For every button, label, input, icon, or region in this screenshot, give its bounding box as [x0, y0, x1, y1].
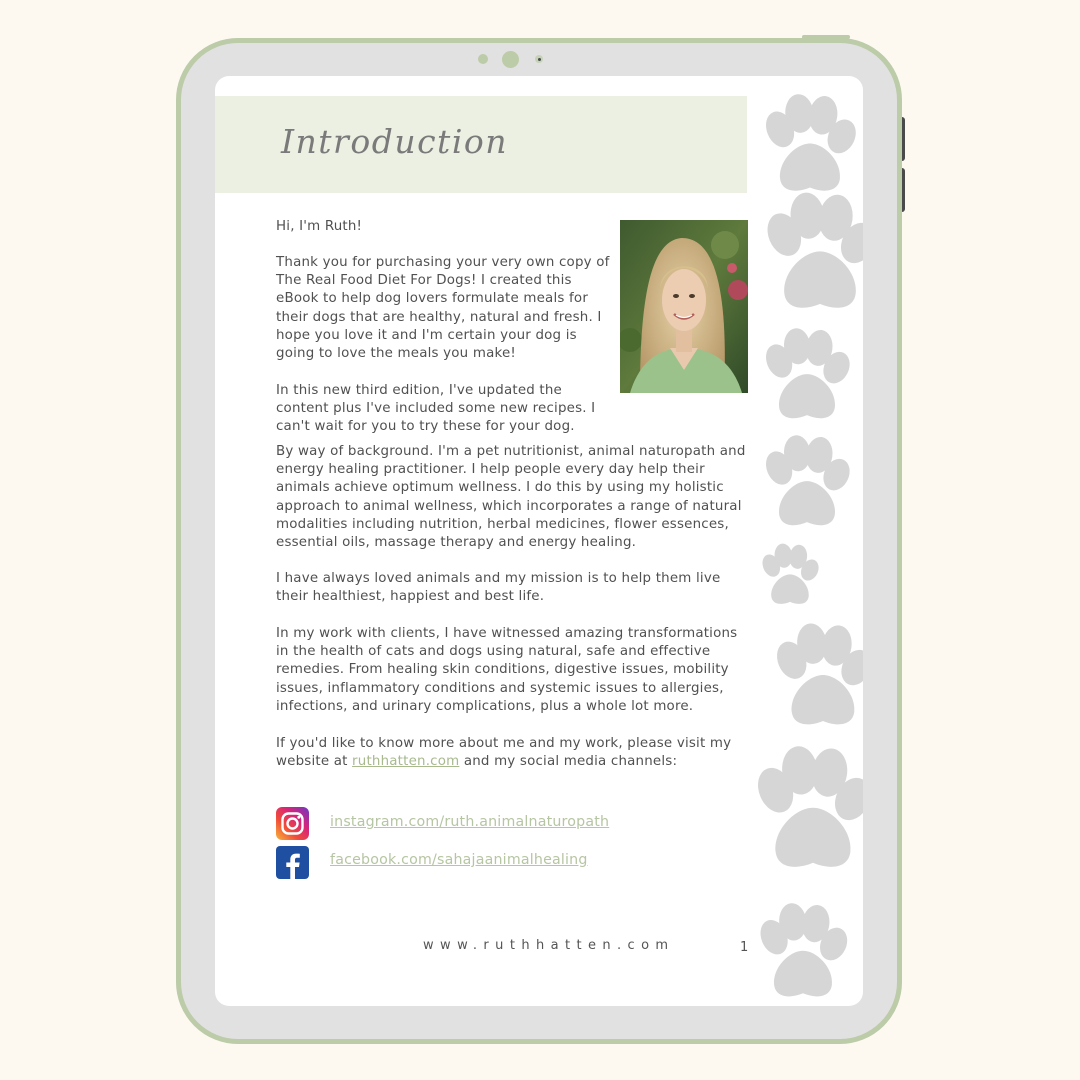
paragraph-clients: In my work with clients, I have witnessed amazing transformations in the health of cats and dogs using natural, safe and effective remedies. From healing skin conditions, digestive issues, mobility issues, inflammatory conditions and systemic issues to allergies, infections, and urinary complications, plus a whole lot more. [276, 626, 738, 714]
paragraph-background: By way of background. I'm a pet nutritionist, animal naturopath and energy healing practitioner. I help people every day help their animals achieve optimum wellness. I do this by using my holistic approach to animal wellness, which incorporates a range of natural modalities including nutrition, herbal medicines, flower essences, essential oils, massage therapy and energy healing. [276, 444, 746, 551]
footer-website: www.ruthhatten.com [423, 938, 675, 953]
facebook-icon[interactable] [276, 846, 309, 879]
paw-print-icon [772, 622, 863, 724]
paw-print-icon [761, 434, 854, 525]
paragraph-contact [276, 735, 751, 771]
sensor-dot [478, 54, 488, 64]
paragraph-thank-you: Thank you for purchasing your very own copy of The Real Food Diet For Dogs! I created this eBook to help dog lovers formulate meals for their dogs that are healthy, natural and fresh. I hope you love it and I'm certain your dog is going to love the meals you make! [276, 255, 610, 362]
paw-print-column [753, 76, 863, 1006]
instagram-link[interactable]: instagram.com/ruth.animalnaturopath [330, 814, 610, 830]
paw-print-icon [761, 191, 863, 308]
camera-dot [535, 55, 543, 63]
paw-print-icon [761, 93, 861, 191]
contact-text-before: If you'd like to know more about me and my work, please visit my website at [276, 736, 732, 770]
website-link[interactable]: ruthhatten.com [352, 754, 460, 770]
instagram-icon[interactable] [276, 807, 309, 840]
paragraph-mission: I have always loved animals and my mission is to help them live their healthiest, happiest and best life. [276, 571, 721, 605]
page-title: Introduction [281, 122, 508, 161]
contact-text-after: and my social media channels: [459, 754, 678, 770]
greeting: Hi, I'm Ruth! [276, 219, 363, 234]
paw-print-icon [756, 902, 853, 997]
author-photo [620, 220, 748, 393]
camera-lens [502, 51, 519, 68]
paw-print-icon [759, 543, 822, 604]
paw-print-icon [761, 327, 854, 418]
page-number: 1 [740, 940, 749, 955]
paw-print-icon [753, 744, 863, 866]
facebook-link[interactable]: facebook.com/sahajaanimalhealing [330, 852, 588, 868]
ebook-page [215, 76, 863, 1006]
paragraph-third-edition: In this new third edition, I've updated the content plus I've included some new recipes. I can't wait for you to try these for your dog. [276, 383, 596, 435]
